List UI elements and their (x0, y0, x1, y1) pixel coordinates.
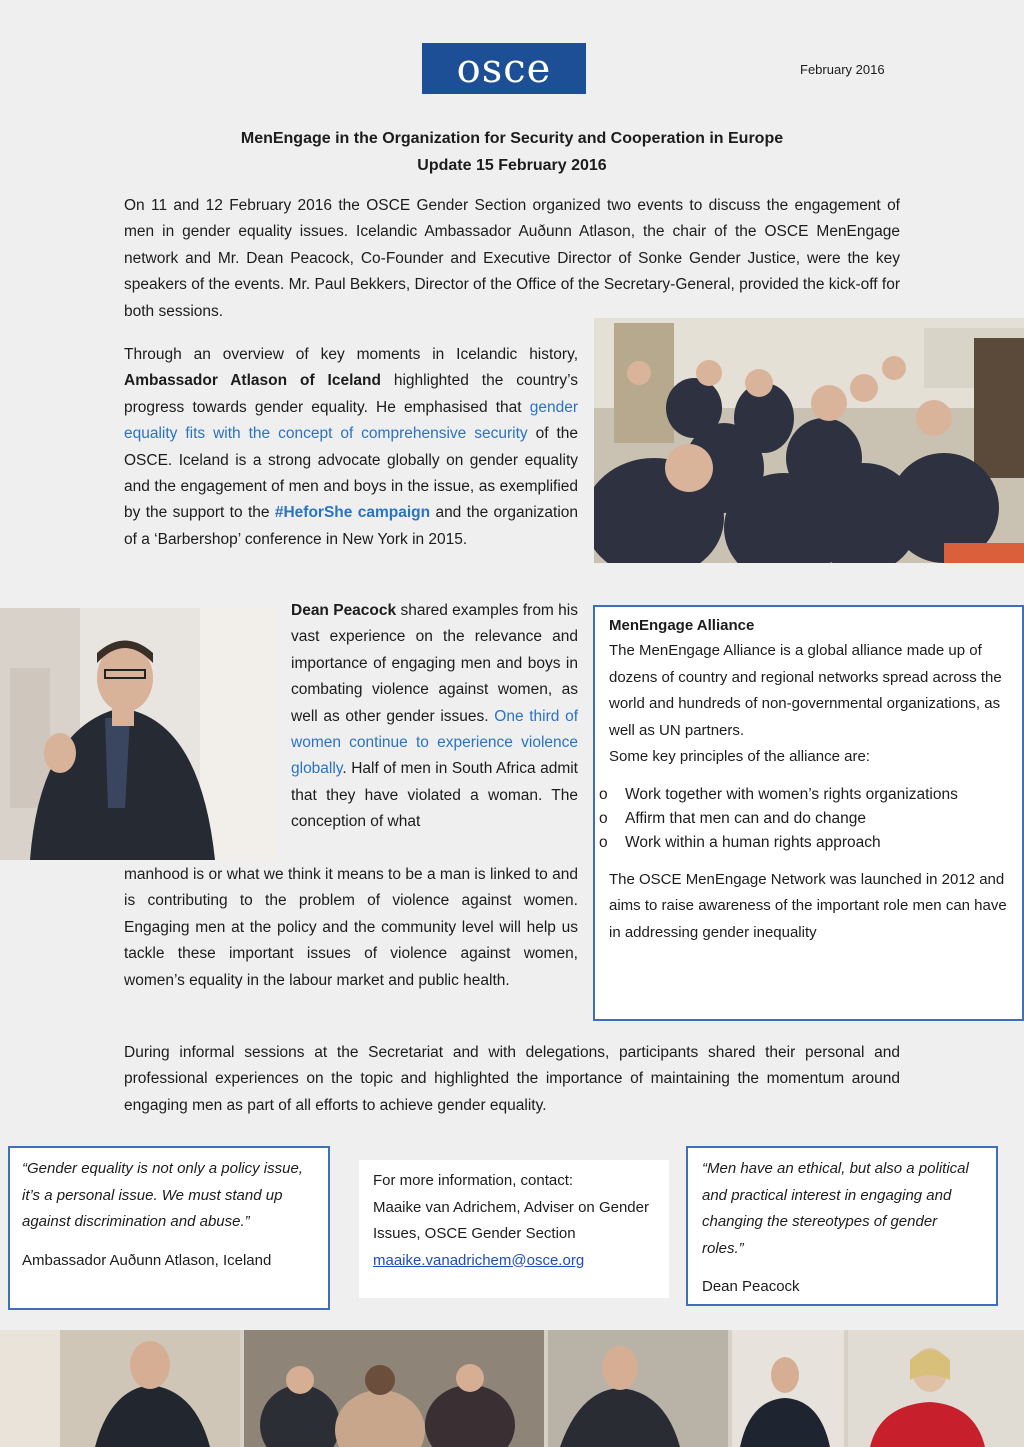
text-span: of the OSCE. Iceland is a strong advocate globally on gender equality and the engagement of men and boys in the issue, as exemplified by the support to the (124, 425, 578, 522)
violence-statistics-link[interactable]: One third of women continue to experience violence globally (291, 707, 579, 778)
dean-peacock-photo (0, 608, 276, 860)
list-item (599, 807, 1008, 831)
quote-box-peacock (686, 1146, 998, 1306)
text-span: and the organization of a ‘Barbershop’ conference in New York in 2015. (124, 504, 579, 548)
quote-author: Ambassador Auðunn Atlason, Iceland (22, 1251, 272, 1269)
document-title (120, 125, 904, 179)
text-span: Through an overview of key moments in Icelandic history, (124, 346, 578, 363)
text-span: shared examples from his vast experience on the relevance and importance of engaging men and boys in combating violence against women, as well as other gender issues. (291, 602, 578, 725)
quote-author: Dean Peacock (702, 1278, 800, 1295)
quote-box-atlason (8, 1146, 330, 1310)
bullet-icon: o (599, 833, 608, 851)
bullet-icon: o (599, 785, 608, 803)
network-launch-text: The OSCE MenEngage Network was launched in 2012 and aims to raise awareness of the important role men can have in addressing gender inequality (609, 870, 1007, 941)
principle-text: Affirm that men can and do change (625, 809, 866, 827)
alliance-heading: MenEngage Alliance (609, 617, 755, 634)
contact-person: Maaike van Adrichem, Adviser on Gender Issues, OSCE Gender Section (373, 1198, 649, 1242)
bottom-photo-strip (0, 1330, 1024, 1447)
audience-photo (594, 318, 1024, 563)
logo-text: osce (456, 45, 552, 92)
quote-text: “Men have an ethical, but also a political and practical interest in engaging and changing the stereotypes of gender roles.” (702, 1160, 969, 1257)
contact-email-link[interactable]: maaike.vanadrichem@osce.org (373, 1251, 585, 1269)
principles-intro: Some key principles of the alliance are: (609, 748, 870, 765)
principle-text: Work together with women’s rights organizations (625, 785, 958, 803)
title-line-1: MenEngage in the Organization for Security and Cooperation in Europe (240, 130, 784, 147)
title-line-2: Update 15 February 2016 (417, 157, 607, 174)
osce-logo (422, 43, 586, 94)
closing-paragraph: During informal sessions at the Secretariat and with delegations, participants shared their personal and professional experiences on the topic and highlighted the importance of maintaining the momentum around engaging men as part of all efforts to achieve gender equality. (124, 1044, 900, 1114)
text-span: highlighted the country’s progress towards gender equality. He emphasised that (124, 372, 578, 416)
list-item (599, 831, 1008, 855)
atlason-name: Ambassador Atlason of Iceland (124, 372, 381, 390)
peacock-name: Dean Peacock (291, 602, 397, 619)
contact-intro: For more information, contact: (373, 1172, 574, 1189)
intro-paragraph: On 11 and 12 February 2016 the OSCE Gender Section organized two events to discuss the engagement of men in gender equality issues. Icelandic Ambassador Auðunn Atlason, the chair of the OSCE MenEngage network and Mr. Dean Peacock, Co-Founder and Executive Director of Sonke Gender Justice, were the key speakers of the events. Mr. Paul Bekkers, Director of the Office of the Secretary-General, provided the kick-off for both sessions. (124, 197, 900, 320)
text-span: . Half of men in South Africa admit that they have violated a woman. The conception of what (291, 760, 578, 831)
menengage-alliance-box (593, 605, 1024, 1021)
peacock-paragraph (291, 598, 578, 836)
document-date: February 2016 (800, 62, 885, 77)
quote-text: “Gender equality is not only a policy issue, it’s a personal issue. We must stand up against discrimination and abuse.” (22, 1160, 303, 1230)
principle-text: Work within a human rights approach (625, 833, 881, 851)
principles-list (599, 783, 1008, 855)
list-item (599, 783, 1008, 807)
comprehensive-security-link[interactable]: gender equality fits with the concept of comprehensive security (124, 398, 578, 443)
heforshe-link[interactable]: #HeforShe campaign (274, 504, 431, 522)
bullet-icon: o (599, 809, 608, 827)
alliance-description: The MenEngage Alliance is a global alliance made up of dozens of country and regional networks spread across the world and hundreds of non-governmental organizations, as well as UN partners. (609, 642, 1002, 739)
peacock-paragraph-continued: manhood is or what we think it means to be a man is linked to and is contributing to the problem of violence against women. Engaging men at the policy and the community level will help us tackle these important issues of violence against women, women’s equality in the labour market and public health. (124, 866, 578, 989)
atlason-paragraph (124, 342, 578, 553)
contact-box (359, 1160, 669, 1298)
